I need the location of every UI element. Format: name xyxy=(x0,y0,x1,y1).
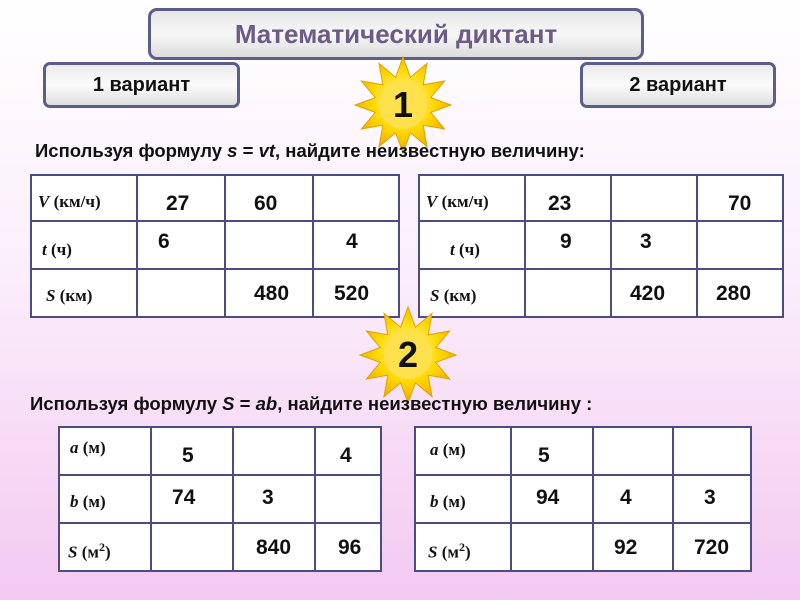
task2-table-variant2 xyxy=(414,426,752,572)
label-t-unit: (ч) xyxy=(46,240,72,259)
cell-value: 94 xyxy=(536,486,560,509)
task2-formula-eq: = xyxy=(234,393,256,414)
label-b-unit: (м) xyxy=(78,492,106,511)
label-cell-v xyxy=(419,175,525,221)
table-cell[interactable] xyxy=(525,175,611,221)
cell-value: 420 xyxy=(630,282,666,305)
variant-2-button[interactable]: 2 вариант xyxy=(580,62,776,108)
label-s-symbol: S xyxy=(430,286,440,305)
cell-value: 3 xyxy=(704,486,716,509)
task2-instruction xyxy=(30,393,592,415)
table-cell[interactable] xyxy=(697,221,783,269)
title-banner xyxy=(148,8,644,60)
table-cell[interactable] xyxy=(233,475,315,523)
label-t-unit: (ч) xyxy=(454,240,480,259)
label-s-superscript: 2 xyxy=(458,540,465,554)
cell-value: 96 xyxy=(338,536,362,559)
label-v-unit: (км/ч) xyxy=(49,192,101,211)
badge-number-2: 2 xyxy=(397,334,419,375)
cell-value: 3 xyxy=(262,486,274,509)
label-t-symbol: t xyxy=(42,240,47,259)
label-cell-t xyxy=(31,221,137,269)
label-cell-b xyxy=(415,475,511,523)
cell-value: 840 xyxy=(256,536,292,559)
cell-value: 4 xyxy=(620,486,632,509)
label-cell-s xyxy=(415,523,511,571)
label-cell-b xyxy=(59,475,151,523)
cell-value: 6 xyxy=(158,230,170,253)
page-title: Математический диктант xyxy=(234,18,558,49)
table-cell[interactable] xyxy=(697,175,783,221)
task1-table-variant1 xyxy=(30,174,400,318)
label-v-unit: (км/ч) xyxy=(437,192,489,211)
table-cell[interactable] xyxy=(525,269,611,317)
label-s-symbol: S xyxy=(428,542,438,562)
table-cell[interactable] xyxy=(313,221,399,269)
task1-table-variant2 xyxy=(418,174,784,318)
table-cell[interactable] xyxy=(593,427,673,475)
cell-value: 92 xyxy=(614,536,638,559)
table-cell[interactable] xyxy=(673,475,751,523)
cell-value: 23 xyxy=(548,192,572,215)
cell-value: 280 xyxy=(716,282,752,305)
cell-value: 3 xyxy=(640,230,652,253)
cell-value: 4 xyxy=(340,444,352,467)
table-cell[interactable] xyxy=(525,221,611,269)
table-cell[interactable] xyxy=(137,269,225,317)
label-b-symbol: b xyxy=(430,492,439,511)
task2-formula-ab: ab xyxy=(255,393,278,414)
label-v-symbol: V xyxy=(38,192,50,211)
table-cell[interactable] xyxy=(593,523,673,571)
label-s-close: ) xyxy=(464,542,471,562)
task1-suffix: , найдите неизвестную величину: xyxy=(275,140,585,161)
label-s-unit: (м xyxy=(77,542,99,562)
table-cell[interactable] xyxy=(673,523,751,571)
label-s-symbol: S xyxy=(46,286,56,305)
label-a-unit: (м) xyxy=(438,440,466,459)
cell-value: 27 xyxy=(166,192,190,215)
badge-number-1: 1 xyxy=(392,84,414,125)
cell-value: 70 xyxy=(728,192,752,215)
label-a-symbol: a xyxy=(430,440,439,459)
label-t-symbol: t xyxy=(450,240,455,259)
table-cell[interactable] xyxy=(315,523,381,571)
table-cell[interactable] xyxy=(611,221,697,269)
cell-value: 9 xyxy=(560,230,572,253)
label-s-close: ) xyxy=(104,542,111,562)
table-cell[interactable] xyxy=(673,427,751,475)
table-cell[interactable] xyxy=(151,475,233,523)
cell-value: 720 xyxy=(694,536,730,559)
label-v-symbol: V xyxy=(426,192,438,211)
cell-value: 4 xyxy=(346,230,358,253)
task1-formula-s: s xyxy=(227,140,238,161)
cell-value: 5 xyxy=(538,444,550,467)
table-cell[interactable] xyxy=(611,175,697,221)
label-b-symbol: b xyxy=(70,492,79,511)
label-cell-a xyxy=(59,427,151,475)
sun-badge-2 xyxy=(358,305,458,405)
cell-value: 480 xyxy=(254,282,290,305)
label-s-unit: (м xyxy=(437,542,459,562)
table-cell[interactable] xyxy=(315,475,381,523)
label-a-symbol: a xyxy=(70,438,79,457)
table-cell[interactable] xyxy=(511,523,593,571)
label-cell-s xyxy=(31,269,137,317)
table-cell[interactable] xyxy=(611,269,697,317)
task2-formula-s: S xyxy=(222,393,235,414)
label-s-symbol: S xyxy=(68,542,78,562)
cell-value: 60 xyxy=(254,192,278,215)
label-s-unit: (км) xyxy=(55,286,93,305)
task2-prefix: Используя формулу xyxy=(30,393,223,414)
task1-formula-vt: vt xyxy=(258,140,276,161)
table-cell[interactable] xyxy=(233,427,315,475)
task1-instruction xyxy=(35,140,585,162)
table-cell[interactable] xyxy=(225,175,313,221)
label-b-unit: (м) xyxy=(438,492,466,511)
table-cell[interactable] xyxy=(151,427,233,475)
label-cell-v xyxy=(31,175,137,221)
label-a-unit: (м) xyxy=(78,438,106,457)
task1-prefix: Используя формулу xyxy=(35,140,228,161)
table-cell[interactable] xyxy=(511,427,593,475)
label-cell-t xyxy=(419,221,525,269)
task1-formula-eq: = xyxy=(237,140,259,161)
table-cell[interactable] xyxy=(151,523,233,571)
table-cell[interactable] xyxy=(233,523,315,571)
label-cell-a xyxy=(415,427,511,475)
table-cell[interactable] xyxy=(593,475,673,523)
variant-1-button[interactable]: 1 вариант xyxy=(43,62,240,108)
table-cell[interactable] xyxy=(137,175,225,221)
table-cell[interactable] xyxy=(225,221,313,269)
table-cell[interactable] xyxy=(225,269,313,317)
label-cell-s xyxy=(59,523,151,571)
cell-value: 520 xyxy=(334,282,370,305)
task2-table-variant1 xyxy=(58,426,382,572)
cell-value: 74 xyxy=(172,486,196,509)
table-cell[interactable] xyxy=(313,175,399,221)
table-cell[interactable] xyxy=(511,475,593,523)
task2-suffix: , найдите неизвестную величину : xyxy=(277,393,593,414)
label-s-unit: (км) xyxy=(439,286,477,305)
cell-value: 5 xyxy=(182,444,194,467)
table-cell[interactable] xyxy=(697,269,783,317)
table-cell[interactable] xyxy=(315,427,381,475)
table-cell[interactable] xyxy=(137,221,225,269)
label-s-superscript: 2 xyxy=(98,540,105,554)
